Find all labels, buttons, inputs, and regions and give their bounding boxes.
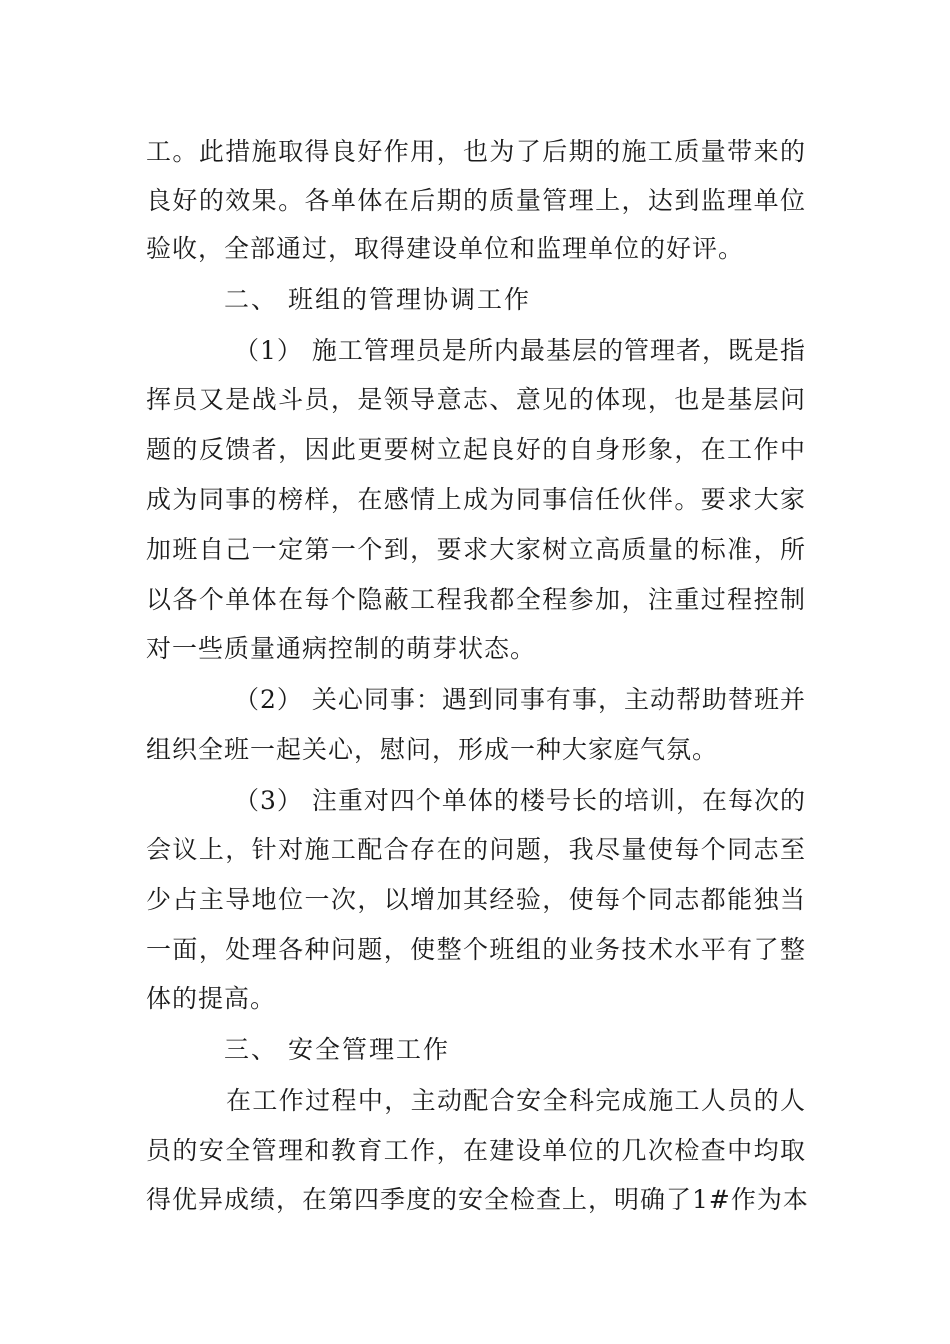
text-line: 组织全班一起关心，慰问，形成一种大家庭气氛。 [146,735,719,764]
text-line: 工。此措施取得良好作用，也为了后期的施工质量带来的 [146,137,806,166]
text-line: 会议上，针对施工配合存在的问题，我尽量使每个同志至 [146,835,806,864]
text-line: （1） 施工管理员是所内最基层的管理者，既是指 [234,336,806,365]
text-line: 在工作过程中，主动配合安全科完成施工人员的人 [226,1086,806,1115]
text-line: 体的提高。 [146,984,277,1013]
text-line: 对一些质量通病控制的萌芽状态。 [146,634,537,663]
text-line: 以各个单体在每个隐蔽工程我都全程参加，注重过程控制 [146,585,806,614]
text-line: 加班自己一定第一个到，要求大家树立高质量的标准，所 [146,535,806,564]
text-line: 一面，处理各种问题，使整个班组的业务技术水平有了整 [146,935,806,964]
text-line: （3） 注重对四个单体的楼号长的培训，在每次的 [234,786,806,815]
text-line: 题的反馈者，因此更要树立起良好的自身形象，在工作中 [146,435,806,464]
text-line: （2） 关心同事：遇到同事有事，主动帮助替班并 [234,685,806,714]
section-heading: 二、 班组的管理协调工作 [224,285,531,314]
text-line: 挥员又是战斗员，是领导意志、意见的体现，也是基层问 [146,385,806,414]
text-line: 少占主导地位一次，以增加其经验，使每个同志都能独当 [146,885,806,914]
text-line: 良好的效果。各单体在后期的质量管理上，达到监理单位 [146,186,806,215]
text-line: 得优异成绩，在第四季度的安全检查上，明确了1#作为本 [146,1185,809,1214]
text-line: 验收，全部通过，取得建设单位和监理单位的好评。 [146,234,745,263]
text-line: 员的安全管理和教育工作，在建设单位的几次检查中均取 [146,1136,806,1165]
section-heading: 三、 安全管理工作 [224,1035,450,1064]
text-line: 成为同事的榜样，在感情上成为同事信任伙伴。要求大家 [146,485,806,514]
